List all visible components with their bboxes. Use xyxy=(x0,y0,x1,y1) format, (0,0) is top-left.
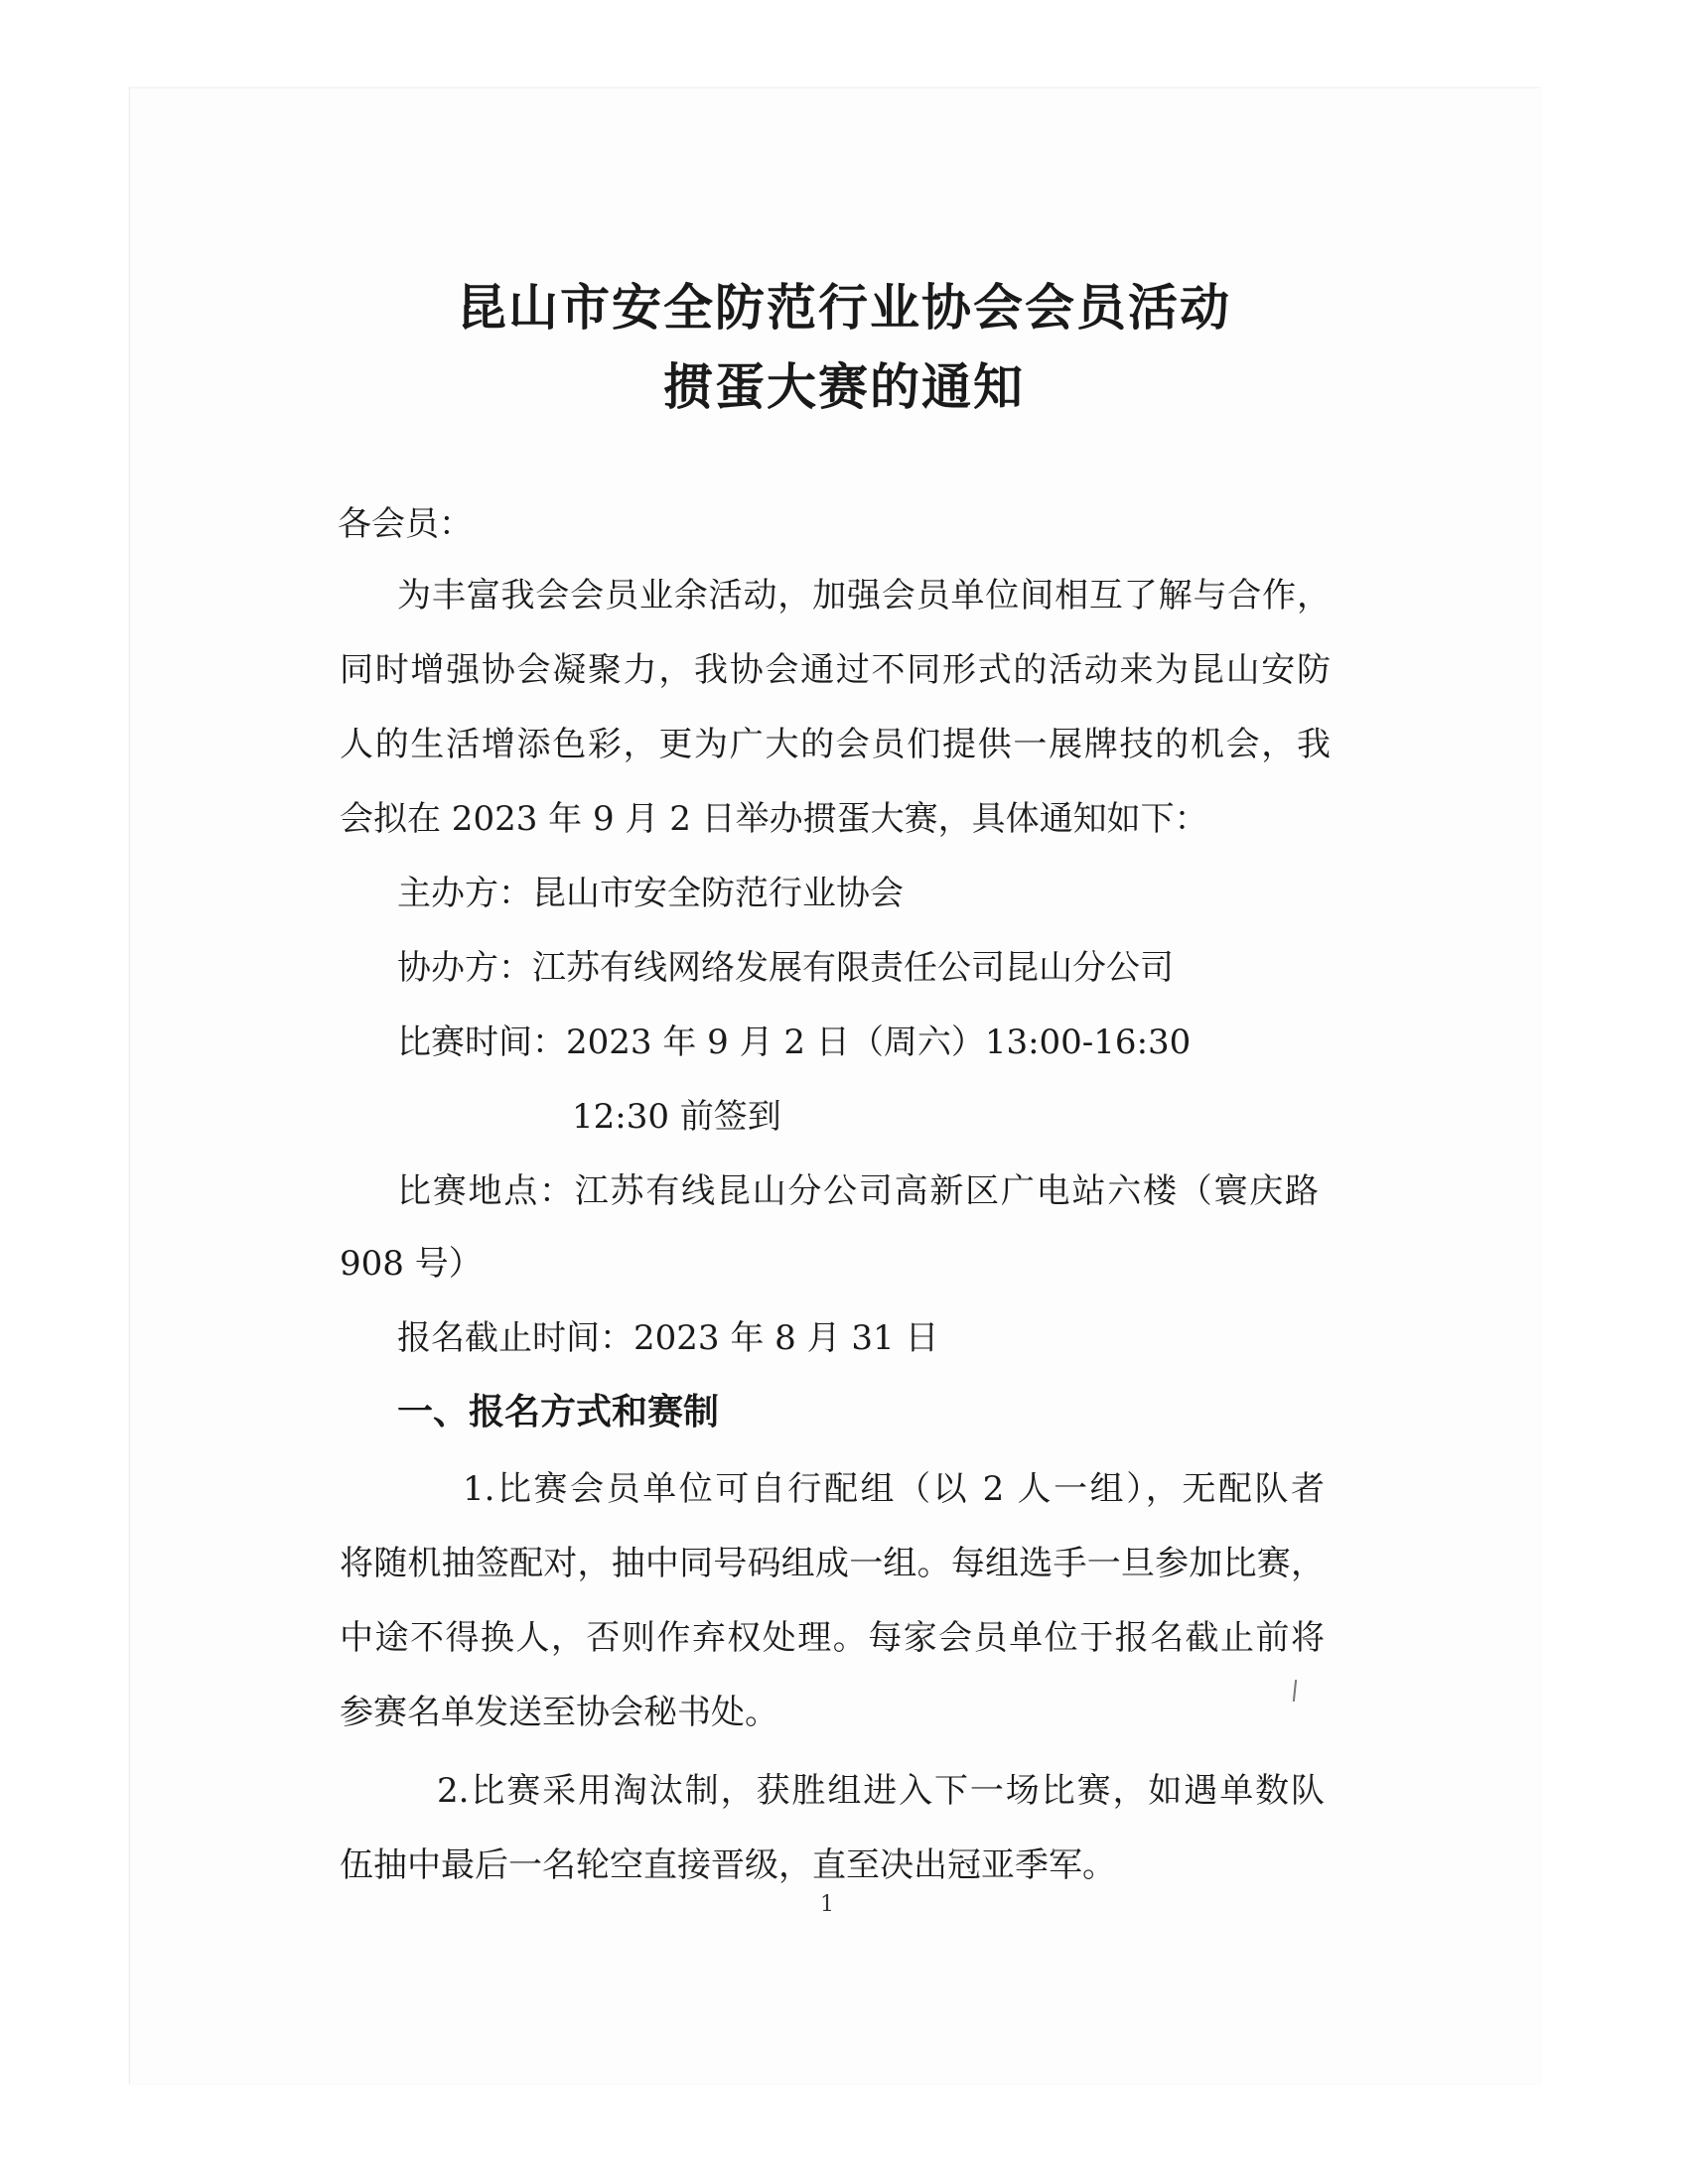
section-heading-registration: 一、报名方式和赛制 xyxy=(397,1392,720,1433)
match-time: 比赛时间：2023 年 9 月 2 日（周六）13:00-16:30 xyxy=(397,1023,1192,1062)
intro-line-4: 会拟在 2023 年 9 月 2 日举办掼蛋大赛，具体通知如下： xyxy=(340,799,1208,839)
intro-line-1: 为丰富我会会员业余活动，加强会员单位间相互了解与合作， xyxy=(397,576,1331,615)
rule-1-line-3: 中途不得换人，否则作弃权处理。每家会员单位于报名截止前将 xyxy=(340,1618,1325,1658)
sign-in-time: 12:30 前签到 xyxy=(572,1097,781,1137)
venue-line-1: 比赛地点：江苏有线昆山分公司高新区广电站六楼（寰庆路 xyxy=(397,1171,1319,1211)
page-number: 1 xyxy=(820,1892,834,1917)
organizer: 主办方：昆山市安全防范行业协会 xyxy=(397,874,904,913)
document-title-line-1: 昆山市安全防范行业协会会员活动 xyxy=(457,279,1231,337)
registration-deadline: 报名截止时间：2023 年 8 月 31 日 xyxy=(397,1318,939,1358)
salutation: 各会员： xyxy=(338,504,473,544)
rule-1-line-1: 1.比赛会员单位可自行配组（以 2 人一组），无配队者 xyxy=(463,1469,1325,1509)
rule-1-line-4: 参赛名单发送至协会秘书处。 xyxy=(340,1693,778,1732)
intro-line-3: 人的生活增添色彩，更为广大的会员们提供一展牌技的机会，我 xyxy=(340,725,1331,764)
rule-2-line-2: 伍抽中最后一名轮空直接晋级，直至决出冠亚季军。 xyxy=(340,1845,1116,1885)
intro-line-2: 同时增强协会凝聚力，我协会通过不同形式的活动来为昆山安防 xyxy=(340,650,1331,690)
venue-line-2: 908 号） xyxy=(340,1244,483,1284)
document-title-line-2: 掼蛋大赛的通知 xyxy=(663,358,1025,416)
rule-1-line-2: 将随机抽签配对，抽中同号码组成一组。每组选手一旦参加比赛， xyxy=(340,1544,1325,1583)
rule-2-line-1: 2.比赛采用淘汰制，获胜组进入下一场比赛，如遇单数队 xyxy=(437,1771,1325,1811)
co-organizer: 协办方：江苏有线网络发展有限责任公司昆山分公司 xyxy=(397,948,1174,988)
